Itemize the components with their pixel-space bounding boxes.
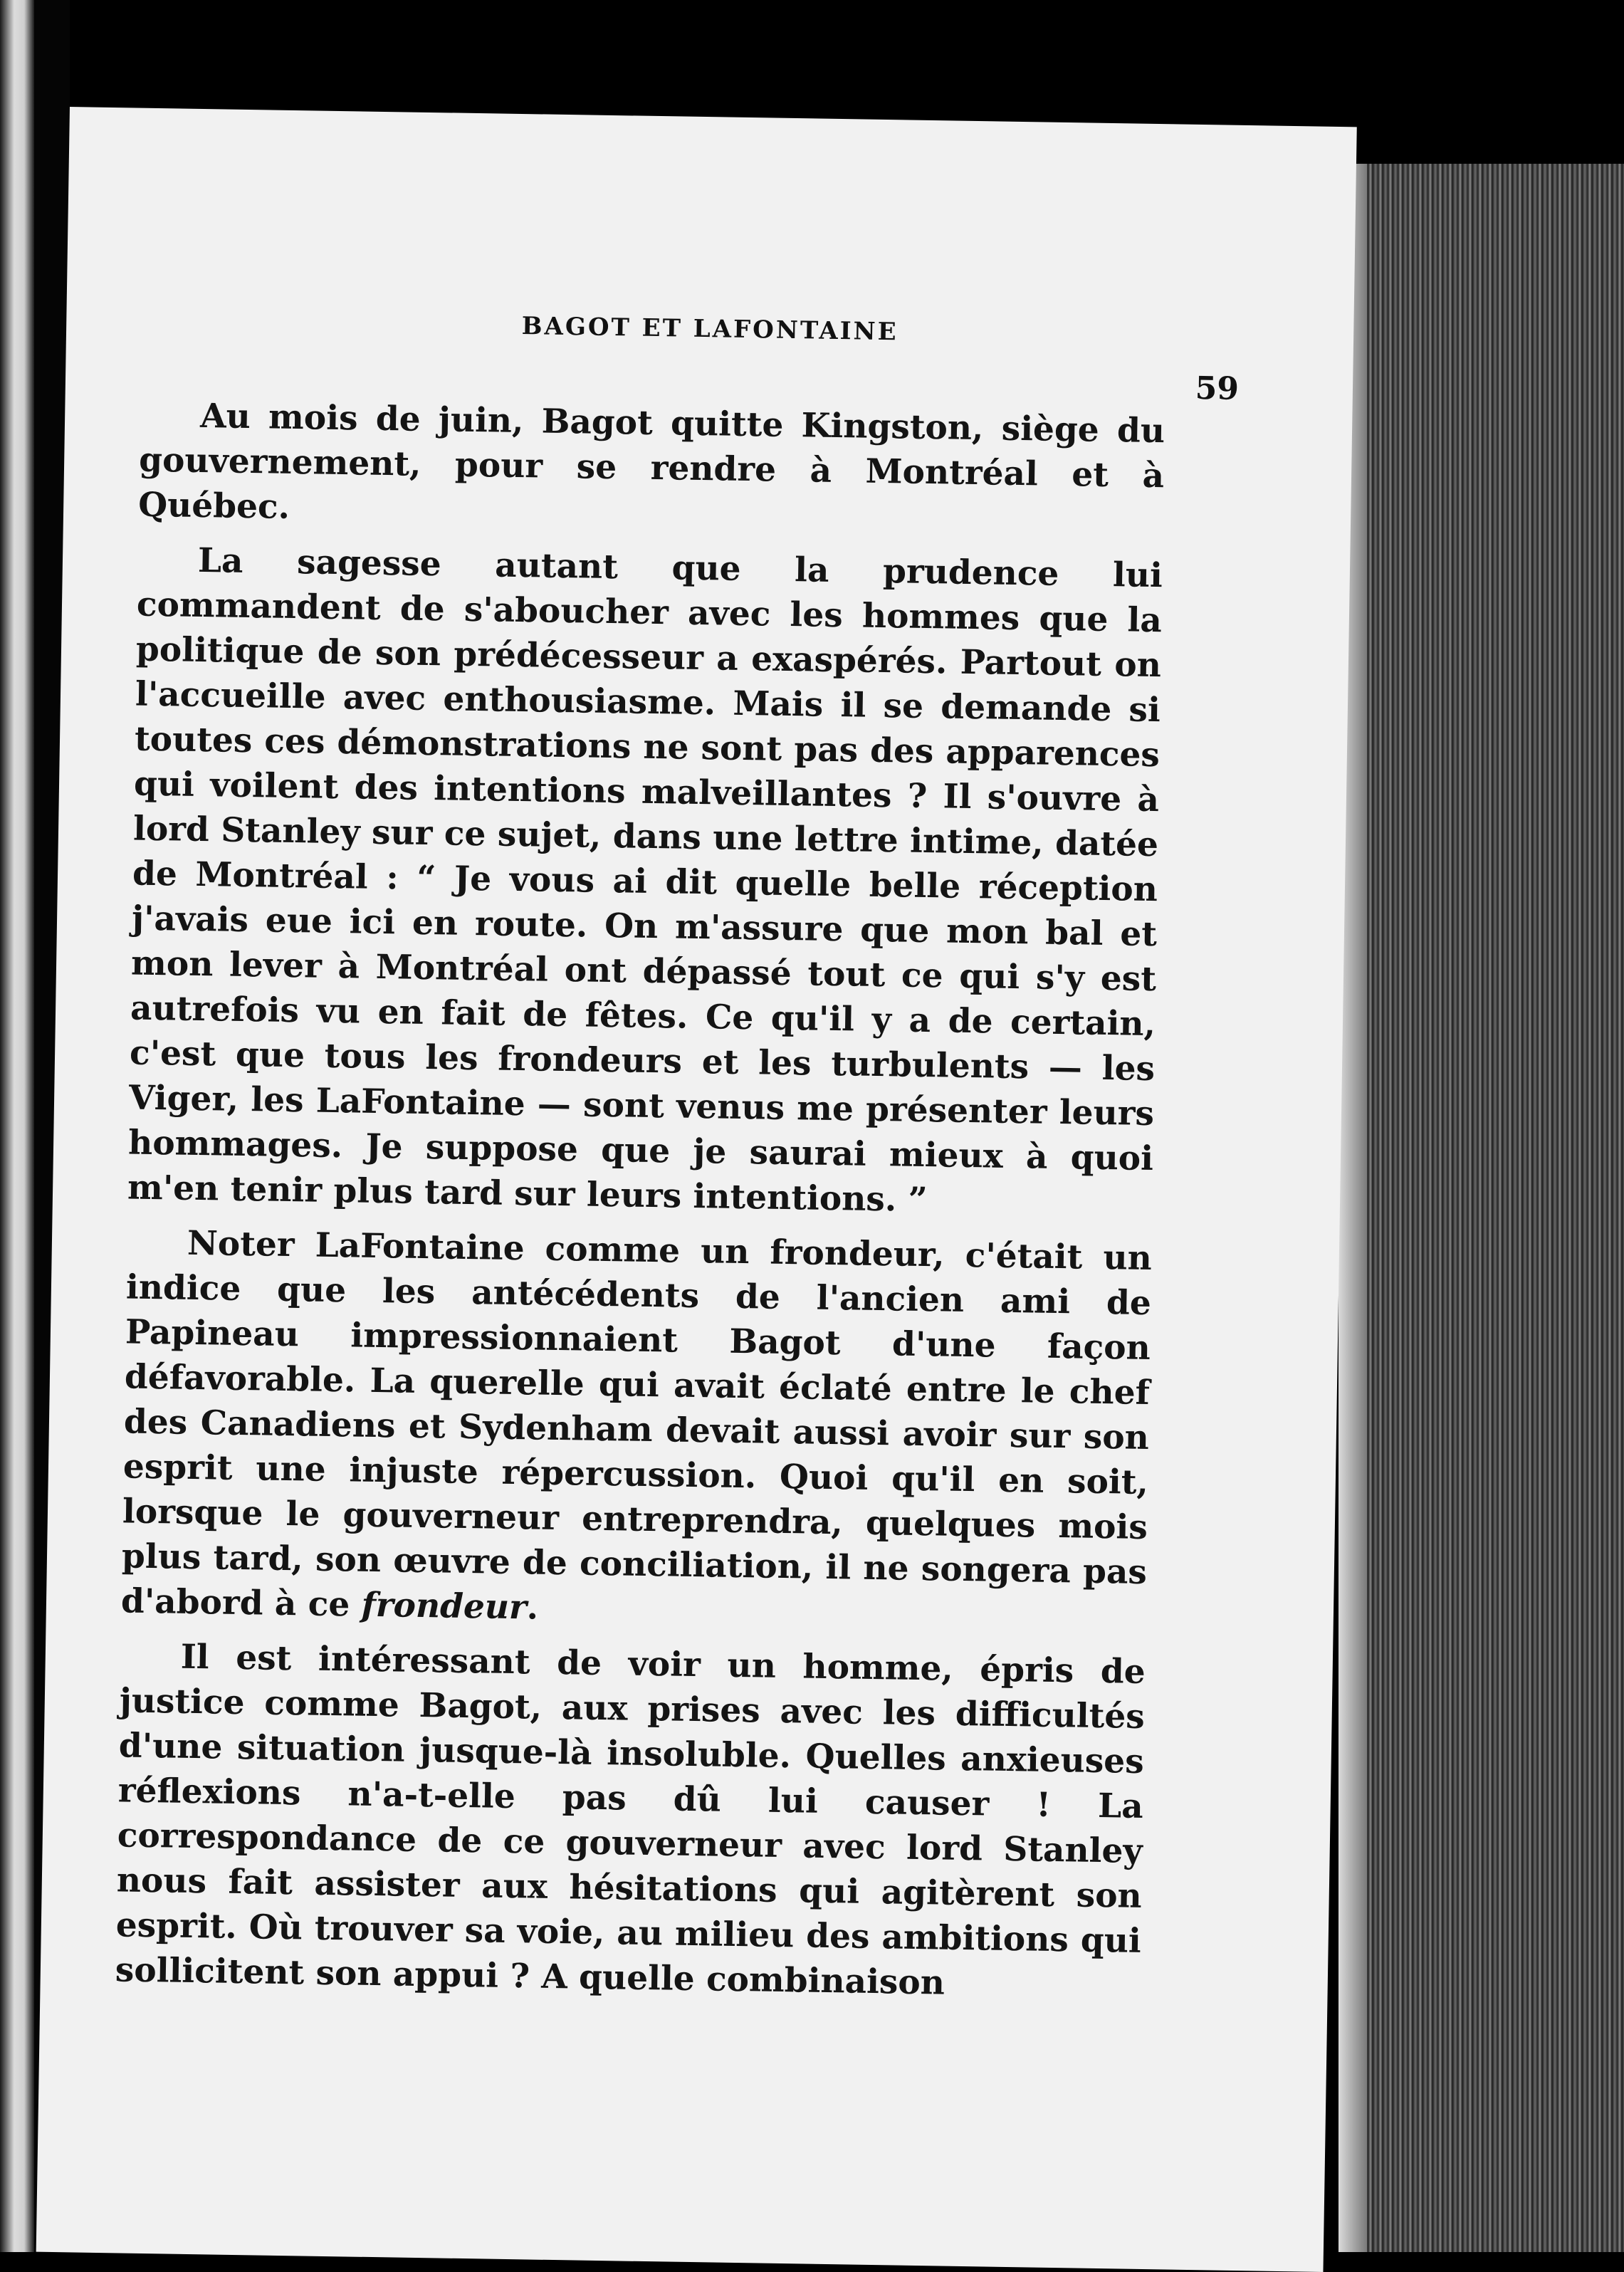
left-page-edge <box>0 0 34 2252</box>
paragraph-text: Noter LaFontaine comme un frondeur, c'était un indice que les antécédents de l'ancien ami de Papineau impressionnaient Bagot d'une façon défavorable. La querelle qui avait éclaté entre le chef des Canadiens et Sydenham devait aussi avoir sur son esprit une injuste répercussion. Quoi qu'il en soit, lorsque le gouverneur entreprendra, quelques mois plus tard, son œuvre de conciliation, il ne songera pas d'abord à ce <box>120 1223 1153 1625</box>
running-head: BAGOT ET LAFONTAINE <box>521 312 899 347</box>
book-page <box>36 107 1357 2272</box>
paragraph: Il est intéressant de voir un homme, épris de justice comme Bagot, aux prises avec les difficultés d'une situation jusque-là insoluble. Quelles anxieuses réflexions n'a-t-elle pas dû lui causer ! La correspondance de ce gouverneur avec lord Stanley nous fait assister aux hésitations qui agitèrent son esprit. Où trouver sa voie, au milieu des ambitions qui sollicitent son appui ? A quelle combinaison <box>115 1637 1146 2003</box>
paragraph <box>121 1220 1153 1640</box>
page-number: 59 <box>1195 370 1240 407</box>
italic-word: frondeur <box>361 1585 528 1628</box>
italic-tail: . <box>526 1588 539 1628</box>
page-block-edge <box>1339 164 1624 2252</box>
paragraph: La sagesse autant que la prudence lui commandent de s'aboucher avec les hommes que la politique de son prédécesseur a exaspérés. Partout on l'accueille avec enthousiasme. Mais il se demande si toutes ces démonstrations ne sont pas des apparences qui voilent des intentions malveillantes ? Il s'ouvre à lord Stanley sur ce sujet, dans une lettre intime, datée de Montréal : “ Je vous ai dit quelle belle réception j'avais eue ici en route. On m'assure que mon bal et mon lever à Montréal ont dépassé tout ce qui s'y est autrefois vu en fait de fêtes. Ce qu'il y a de certain, c'est que tous les frondeurs et les turbulents — les Viger, les LaFontaine — sont venus me présenter leurs hommages. Je suppose que je saurai mieux à quoi m'en tenir plus tard sur leurs intentions. ” <box>127 540 1163 1220</box>
paragraph: Au mois de juin, Bagot quitte Kingston, siège du gouvernement, pour se rendre à Montréal et à Québec. <box>137 396 1165 527</box>
body-text <box>115 393 1165 2019</box>
